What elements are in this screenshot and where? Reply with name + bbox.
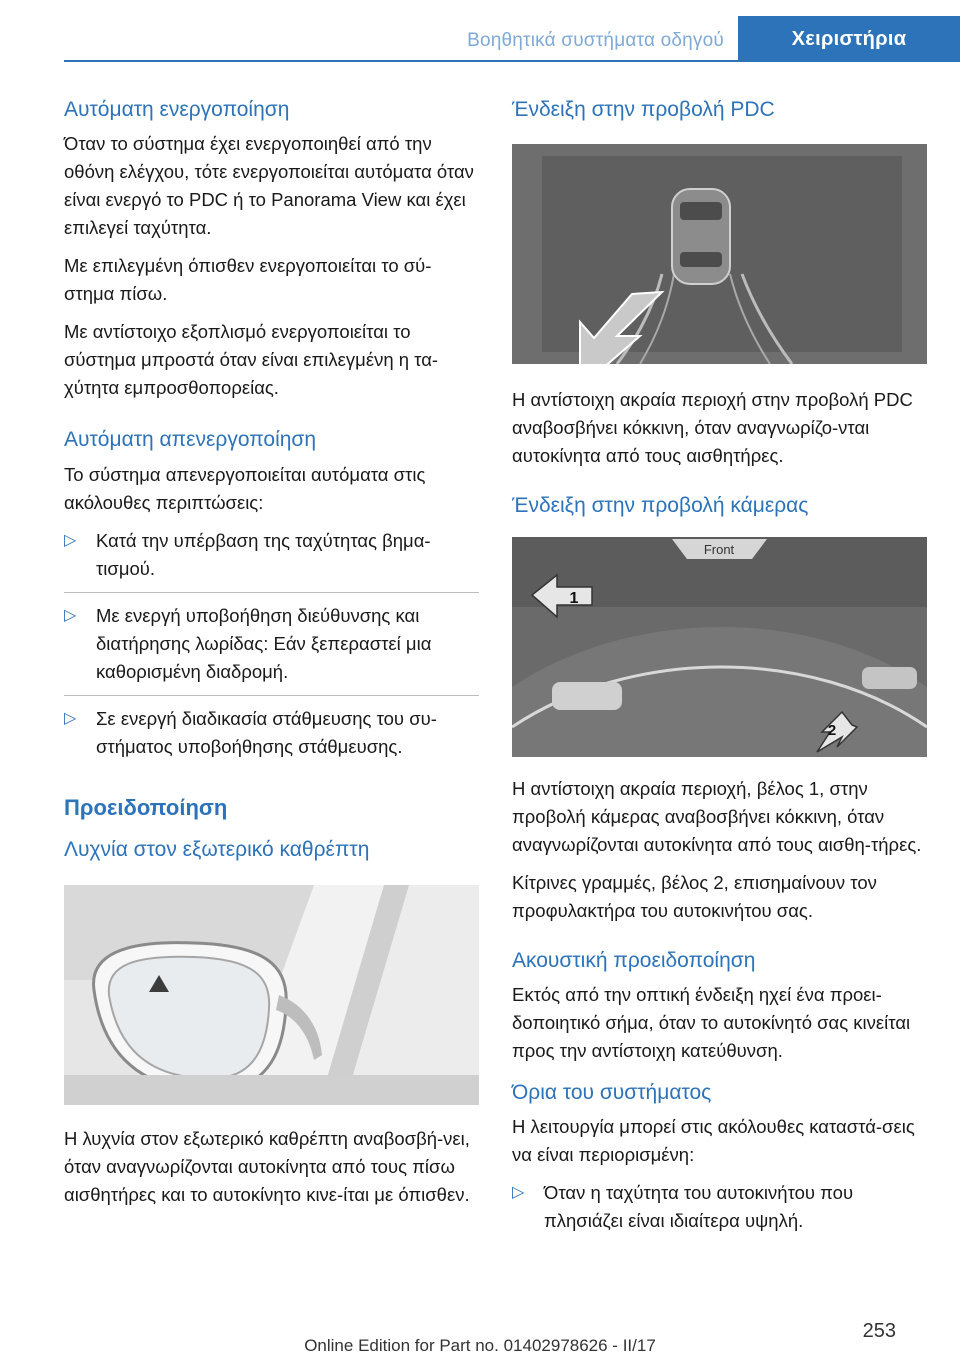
camera-caption-2: Κίτρινες γραμμές, βέλος 2, επισημαίνουν τον προφυλακτήρα του αυτοκινήτου σας. <box>512 871 877 921</box>
car-left <box>552 682 622 710</box>
list-item-text: Με ενεργή υποβοήθηση διεύθυνσης και διατήρησης λωρίδας: Εάν ξεπεραστεί μια καθορισμένη διαδρομή. <box>96 604 432 682</box>
limits-list <box>512 1179 932 1244</box>
list-item-text: Όταν η ταχύτητα του αυτοκινήτου που πλησιάζει είναι ιδιαίτερα υψηλή. <box>544 1182 854 1232</box>
limits-heading: Όρια του συστήματος <box>512 1081 712 1105</box>
list-item-text: Σε ενεργή διαδικασία στάθμευσης του συ-στήματος υποβοήθησης στάθμευσης. <box>96 707 437 757</box>
auto-off-heading: Αυτόματη απενεργοποίηση <box>64 428 317 452</box>
auto-on-paragraph-1: Όταν το σύστημα έχει ενεργοποιηθεί από την οθόνη ελέγχου, τότε ενεργοποιείται αυτόματα όταν είναι ενεργό το PDC ή το Panorama View και έχει επιλεγεί ταχύτητα. <box>64 133 474 239</box>
car-right <box>862 667 917 689</box>
mirror-caption: Η λυχνία στον εξωτερικό καθρέπτη αναβοσβή-νει, όταν αναγνωρίζονται αυτοκίνητα από τους πίσω αισθητήρες και το αυτοκίνητο κινε-ίται με όπισθεν. <box>64 1127 470 1205</box>
auto-on-paragraph-3: Με αντίστοιχο εξοπλισμό ενεργοποιείται το σύστημα μπροστά όταν είναι επιλεγμένη η τα-χύτητα εμπροσθοπορείας. <box>64 321 439 399</box>
triangle-bullet-icon: ▷ <box>512 1184 525 1202</box>
triangle-bullet-icon: ▷ <box>64 606 77 624</box>
pdc-caption: Η αντίστοιχη ακραία περιοχή στην προβολή PDC αναβοσβήνει κόκκινη, όταν αναγνωρίζο-νται αυτοκίνητα από τους αισθητήρες. <box>512 389 913 467</box>
camera-view-illustration <box>512 537 927 757</box>
auto-off-paragraph: Το σύστημα απενεργοποιείται αυτόματα στις ακόλουθες περιπτώσεις: <box>64 463 426 513</box>
list-item <box>64 527 479 593</box>
right-column <box>512 96 932 1253</box>
auto-on-paragraph-2: Με επιλεγμένη όπισθεν ενεργοποιείται το σύ-στημα πίσω. <box>64 255 432 305</box>
triangle-bullet-icon: ▷ <box>64 709 77 727</box>
front-label: Front <box>703 541 735 557</box>
page-number: 253 <box>862 1320 896 1342</box>
header-section-title: Βοηθητικά συστήματα οδηγού <box>467 30 724 51</box>
mirror-heading: Λυχνία στον εξωτερικό καθρέπτη <box>64 838 370 862</box>
acoustic-paragraph: Εκτός από την οπτική ένδειξη ηχεί ένα προει-δοποιητικό σήμα, όταν το αυτοκίνητό σας κινείται προς την αντίστοιχη κατεύθυνση. <box>512 984 911 1062</box>
acoustic-heading: Ακουστική προειδοποίηση <box>512 948 756 972</box>
edition-footer: Online Edition for Part no. 01402978626 - II/17 <box>304 1336 656 1355</box>
limits-paragraph: Η λειτουργία μπορεί στις ακόλουθες καταστά-σεις να είναι περιορισμένη: <box>512 1116 915 1166</box>
camera-heading: Ένδειξη στην προβολή κάμερας <box>512 494 809 518</box>
list-item <box>64 602 479 696</box>
header-rule <box>64 60 960 62</box>
marker-2: 2 <box>827 721 837 739</box>
pdc-view-illustration <box>512 144 927 364</box>
marker-1: 1 <box>569 589 579 607</box>
mirror-illustration <box>64 885 479 1105</box>
camera-caption-1: Η αντίστοιχη ακραία περιοχή, βέλος 1, στην προβολή κάμερας αναβοσβήνει κόκκινη, όταν αναγνωρίζονται αυτοκίνητα από τους αισθη-τήρες. <box>512 777 922 855</box>
auto-off-list <box>64 527 479 770</box>
page-header <box>0 0 960 62</box>
auto-on-heading: Αυτόματη ενεργοποίηση <box>64 98 290 121</box>
list-item <box>512 1179 932 1244</box>
header-tab: Χειριστήρια <box>738 16 960 62</box>
list-item <box>64 705 479 770</box>
left-column <box>64 96 479 1219</box>
triangle-bullet-icon: ▷ <box>64 531 77 549</box>
list-item-text: Κατά την υπέρβαση της ταχύτητας βημα-τισμού. <box>96 529 431 579</box>
warning-heading: Προειδοποίηση <box>64 794 228 820</box>
pdc-heading: Ένδειξη στην προβολή PDC <box>512 98 775 121</box>
